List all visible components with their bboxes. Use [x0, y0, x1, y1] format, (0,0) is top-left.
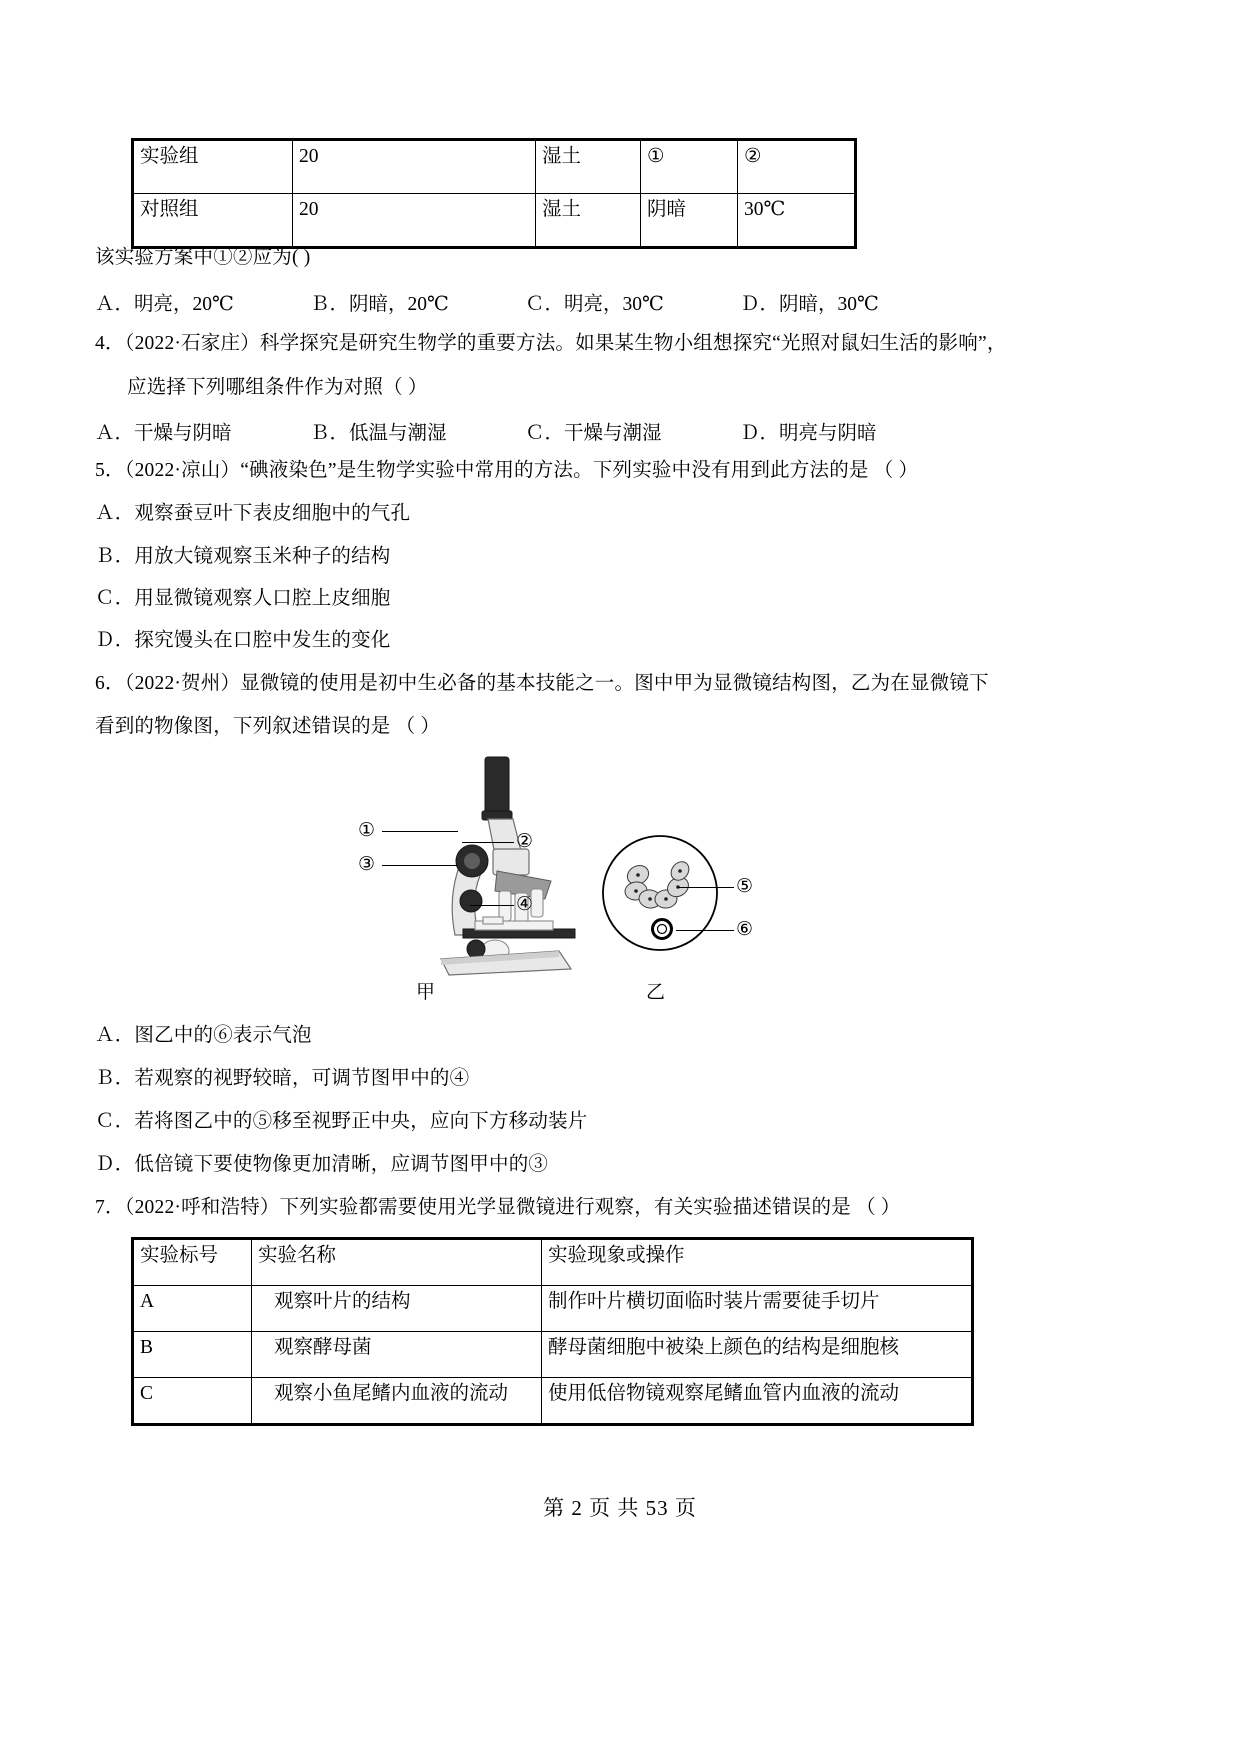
cell-temp: 30℃	[738, 194, 855, 247]
cell-experiment-name: 观察小鱼尾鳍内血液的流动	[252, 1378, 542, 1424]
figure-caption-yi: 乙	[646, 982, 666, 1003]
figure-label-3: ③	[358, 853, 376, 875]
q6-option-a[interactable]: Ａ．图乙中的⑥表示气泡	[95, 1025, 312, 1046]
q5-source: （2022·凉山）	[124, 460, 241, 481]
cell-experiment-phenomenon: 制作叶片横切面临时装片需要徒手切片	[542, 1286, 972, 1332]
table-row	[134, 194, 855, 247]
q6-stem-line2: 看到的物像图，下列叙述错误的是 （ ）	[95, 716, 441, 737]
q4-stem-text: 科学探究是研究生物学的重要方法。如果某生物小组想探究“光照对鼠妇生活的影响”，	[259, 333, 1007, 354]
q7-experiment-table	[133, 1239, 972, 1424]
page-footer: 第 2 页 共 53 页	[543, 1496, 697, 1520]
q5-stem-text: “碘液染色”是生物学实验中常用的方法。下列实验中没有用到此方法的是 （ ）	[240, 460, 919, 481]
q5-option-d[interactable]: Ｄ．探究馒头在口腔中发生的变化	[95, 630, 391, 651]
leader-line-6	[676, 930, 734, 931]
q4-option-c[interactable]: Ｃ．干燥与潮湿	[525, 423, 662, 444]
cell-experiment-phenomenon: 酵母菌细胞中被染上颜色的结构是细胞核	[542, 1332, 972, 1378]
table-row	[134, 141, 855, 194]
experiment-plan-table-wrapper	[131, 138, 857, 254]
cell-experiment-id: B	[134, 1332, 252, 1378]
q6-stem-line1	[95, 674, 989, 694]
cell-experiment-name: 观察叶片的结构	[252, 1286, 542, 1332]
cell-experiment-id: C	[134, 1378, 252, 1424]
figure-caption-jia: 甲	[416, 982, 436, 1003]
table-header-row	[134, 1240, 972, 1286]
q4-source: （2022·石家庄）	[124, 333, 260, 354]
q3-options	[95, 288, 995, 316]
q7-source: （2022·呼和浩特）	[124, 1197, 280, 1218]
leader-line-5	[678, 887, 734, 888]
figure-label-1: ①	[358, 819, 376, 841]
q3-stem: 该实验方案中①②应为( )	[95, 247, 311, 268]
q5-option-a[interactable]: Ａ．观察蚕豆叶下表皮细胞中的气孔	[95, 503, 411, 524]
q7-number: 7．	[95, 1197, 125, 1218]
table-row	[134, 1378, 972, 1424]
cell-soil: 湿土	[536, 194, 641, 247]
q6-stem-text: 显微镜的使用是初中生必备的基本技能之一。图中甲为显微镜结构图，乙为在显微镜下	[240, 673, 989, 694]
q4-option-b[interactable]: Ｂ．低温与潮湿	[310, 423, 447, 444]
q6-option-d[interactable]: Ｄ．低倍镜下要使物像更加清晰，应调节图甲中的③	[95, 1154, 549, 1175]
q7-table-wrapper	[131, 1237, 974, 1431]
q6-figure	[0, 745, 1240, 1010]
q4-options	[95, 417, 995, 445]
leader-line-3	[382, 865, 458, 866]
q6-number: 6．	[95, 673, 125, 694]
q6-option-b[interactable]: Ｂ．若观察的视野较暗，可调节图甲中的④	[95, 1068, 470, 1089]
q3-option-d[interactable]: Ｄ．阴暗，30℃	[740, 294, 879, 315]
q6-source: （2022·贺州）	[124, 673, 241, 694]
cell-group: 实验组	[134, 141, 293, 194]
figure-label-6: ⑥	[736, 918, 754, 940]
cell-light: 阴暗	[641, 194, 738, 247]
figure-label-5: ⑤	[736, 875, 754, 897]
cell-temp: ②	[738, 141, 855, 194]
q5-option-c[interactable]: Ｃ．用显微镜观察人口腔上皮细胞	[95, 588, 391, 609]
q7-stem-text: 下列实验都需要使用光学显微镜进行观察，有关实验描述错误的是 （ ）	[279, 1197, 901, 1218]
q5-option-b[interactable]: Ｂ．用放大镜观察玉米种子的结构	[95, 546, 391, 567]
header-experiment-id: 实验标号	[134, 1240, 252, 1286]
q4-option-a[interactable]: Ａ．干燥与阴暗	[95, 423, 232, 444]
leader-line-2	[462, 842, 514, 843]
q7-table-outer	[131, 1237, 974, 1426]
q3-option-c[interactable]: Ｃ．明亮，30℃	[525, 294, 664, 315]
header-experiment-phenomenon: 实验现象或操作	[542, 1240, 972, 1286]
q5-stem	[95, 461, 918, 481]
q4-stem-line1	[95, 334, 1007, 354]
table-row	[134, 1332, 972, 1378]
leader-line-1	[382, 831, 458, 832]
q3-option-a[interactable]: Ａ．明亮，20℃	[95, 294, 234, 315]
experiment-plan-table	[133, 140, 855, 247]
field-of-view-illustration	[600, 833, 720, 953]
cell-count: 20	[293, 194, 536, 247]
figure-label-2: ②	[516, 830, 534, 852]
experiment-plan-table-outer	[131, 138, 857, 249]
q5-number: 5．	[95, 460, 125, 481]
q4-stem-line2: 应选择下列哪组条件作为对照（ ）	[127, 377, 428, 398]
header-experiment-name: 实验名称	[252, 1240, 542, 1286]
q4-option-d[interactable]: Ｄ．明亮与阴暗	[740, 423, 877, 444]
q6-option-c[interactable]: Ｃ．若将图乙中的⑤移至视野正中央，应向下方移动装片	[95, 1111, 588, 1132]
cell-group: 对照组	[134, 194, 293, 247]
cell-experiment-phenomenon: 使用低倍物镜观察尾鳍血管内血液的流动	[542, 1378, 972, 1424]
q4-number: 4．	[95, 333, 125, 354]
cell-experiment-id: A	[134, 1286, 252, 1332]
figure-label-4: ④	[516, 893, 534, 915]
cell-soil: 湿土	[536, 141, 641, 194]
cell-experiment-name: 观察酵母菌	[252, 1332, 542, 1378]
cell-light: ①	[641, 141, 738, 194]
table-row	[134, 1286, 972, 1332]
q7-stem	[95, 1198, 900, 1218]
cell-count: 20	[293, 141, 536, 194]
q3-option-b[interactable]: Ｂ．阴暗，20℃	[310, 294, 449, 315]
leader-line-4	[470, 905, 514, 906]
